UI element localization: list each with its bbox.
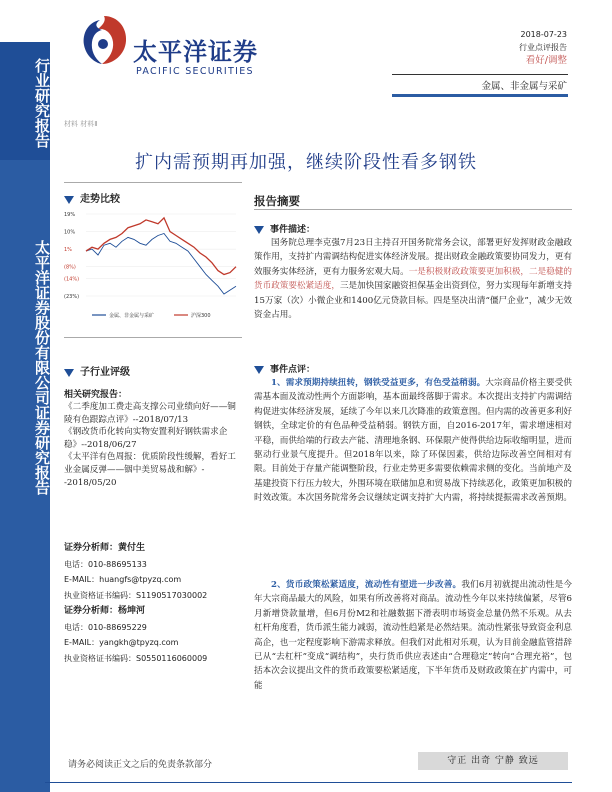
related-reports-list: [64, 401, 242, 489]
legend-label: 沪深300: [191, 313, 211, 319]
related-report-item[interactable]: 《二季度加工费走高支撑公司业绩向好——铜陵有色跟踪点评》--2018/07/13: [64, 402, 236, 425]
related-report-item[interactable]: 《太平洋有色周报：优质阶段性缓解，看好工业金属反弹——铟中美贸易战和解》--2018/05/20: [64, 452, 236, 488]
industry-sector: 金属、非金属与采矿: [481, 81, 567, 92]
report-date: 2018-07-23: [520, 30, 567, 39]
page-title: 扩内需预期再加强，继续阶段性看多钢铁: [135, 152, 477, 173]
y-tick-label: (8%): [64, 264, 76, 271]
company-logo-icon: [80, 14, 128, 66]
triangle-bullet-icon: [64, 196, 74, 204]
brand-name-en: PACIFIC SECURITIES: [136, 66, 254, 77]
footer-disclaimer: 请务必阅读正文之后的免责条款部分: [68, 760, 213, 770]
analyst-block: [64, 540, 242, 666]
event-comment-label: 事件点评：: [254, 362, 315, 375]
sub-rating-heading: 子行业评级: [64, 363, 130, 378]
analyst-cert: 执业资格证书编码：S0550116060009: [64, 653, 208, 663]
left-band-bottom-text: 太平洋证券股份有限公司证券研究报告: [33, 240, 51, 495]
analyst-line: 证券分析师：杨坤河: [64, 606, 146, 616]
header-divider: [392, 74, 568, 75]
event-description-label: 事件描述：: [254, 222, 315, 235]
analyst-email[interactable]: E-MAIL：huangfs@tpyzq.com: [64, 575, 182, 584]
y-tick-label: 10%: [64, 229, 76, 236]
triangle-bullet-icon: [254, 226, 264, 234]
series-line-2: [86, 218, 236, 275]
left-band-bottom: [0, 160, 50, 792]
analyst-phone: 电话：010-88695133: [64, 559, 147, 569]
point1-paragraph: 1、需求预期持续扭转，钢铁受益更多，有色受益稍弱。大宗商品价格主要受供需基本面及流动性两个方面影响，基本面最终落脚于需求。本次提出支持扩内需调结构促进实体经济发展，延续了今年以来几次降准的政策意图。但内需的改善更多利好钢铁，全球定价的有色品种受益稍弱。钢铁方面，自2016-2017年，需求增速相对平稳，而供给端的行政去产能、清理地条钢、环保限产使得供给边际收缩明显，进而驱动行业景气度提升。但2018年以来，除了环保因素，供给边际改善空间相对有限。目前处于存量产能调整阶段，行业走势更多需要依赖需求侧的变化。当前地产及基建投资下行压力较大，外围环境在联储加息和贸易战下持续恶化，政策更加积极的时效改策。本次国务院常务会议继续定调支持扩大内需，将持续提振需求改善预期。: [254, 378, 572, 504]
point2-paragraph: 2、货币政策松紧适度，流动性有望进一步改善。我们6月初就提出流动性是今年大宗商品最大的风险，如果有所改善将对商品。流动性今年以来持续偏紧，尽管6月新增贷款量增，但6月份M2和社融数据下滑表明市场资金总量仍然不乐观。从去杠杆角度看，货币派生能力减弱，流动性趋紧是必然结果。流动性紧张导致资金利息高企，也一定程度影响下游需求释放。但我们对此相对乐观，认为目前金融监管措辞已从“去杠杆”变成“调结构”，央行货币供应表述由“合理稳定”转向“合理充裕”，包括本次会议提出文件的货币政策要松紧适度，下半年货币及财政政策在扩内需中，可能: [254, 580, 573, 691]
footer-rule: [45, 782, 572, 783]
y-tick-label: (23%): [64, 294, 80, 300]
divider: [64, 337, 242, 338]
triangle-bullet-icon: [64, 369, 74, 377]
category-path: 材料 材料Ⅱ: [64, 120, 98, 128]
analyst-cert: 执业资格证书编码：S1190517030002: [64, 590, 208, 600]
trend-heading: 走势比较: [64, 190, 120, 205]
left-band-top-text: 行业研究报告: [33, 58, 51, 148]
summary-heading: 报告摘要: [254, 194, 300, 208]
analyst-line: 证券分析师：黄付生: [64, 543, 146, 553]
legend-label: 金属、非金属与采矿: [109, 313, 155, 319]
analyst-name: 黄付生: [118, 543, 146, 553]
left-band-top: [0, 42, 50, 160]
analyst-phone: 电话：010-88695229: [64, 622, 147, 632]
related-reports-heading: 相关研究报告：: [64, 390, 128, 400]
triangle-bullet-icon: [254, 366, 264, 374]
report-type: 行业点评报告: [519, 43, 567, 52]
footer-motto: 守正 出奇 宁静 致远: [418, 752, 568, 770]
y-tick-label: 1%: [64, 247, 72, 254]
y-tick-label: (14%): [64, 276, 80, 283]
trend-chart: [64, 208, 242, 328]
analyst-email[interactable]: E-MAIL：yangkh@tpyzq.com: [64, 638, 179, 647]
header-meta: [519, 28, 567, 67]
header-accent-bar: [392, 94, 568, 97]
related-report-item[interactable]: 《钢改货币化转向实物安置利好钢铁需求企稳》--2018/06/27: [64, 427, 228, 450]
divider: [254, 209, 572, 210]
analyst-name: 杨坤河: [118, 606, 146, 616]
divider: [64, 182, 242, 183]
industry-rating: 看好/调整: [525, 55, 567, 66]
y-tick-label: 19%: [64, 212, 76, 218]
event-description-text: 国务院总理李克强7月23日主持召开国务院常务会议，部署更好发挥财政金融政策作用，支持扩内需调结构促进实体经济发展。提出财政金融政策要协同发力，更有效服务实体经济，更有力服务宏观大局。一是积极财政政策要更加积极，二是稳健的货币政策要松紧适度，三是加快国家融资担保基金出资到位，努力实现每年新增支持15万家（次）小微企业和1400亿元贷款目标。四是坚决出清“僵尸企业”，减少无效资金占用。: [254, 238, 572, 321]
brand-name-cn: 太平洋证券: [133, 38, 258, 66]
